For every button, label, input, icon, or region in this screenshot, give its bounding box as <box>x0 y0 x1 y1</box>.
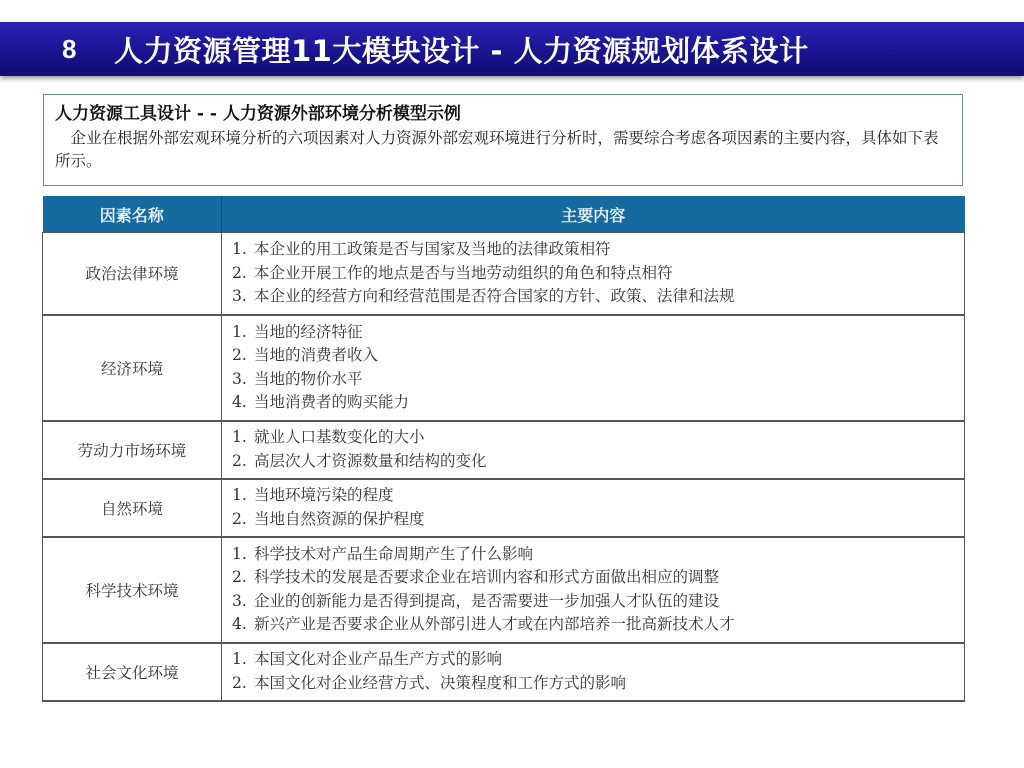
description-box <box>43 94 963 186</box>
table-row <box>43 421 965 479</box>
factor-content-cell <box>222 315 965 421</box>
item-number: 1. <box>232 322 247 341</box>
item-number: 2. <box>232 346 247 364</box>
item-text: 本企业的经营方向和经营范围是否符合国家的方针、政策、法律和法规 <box>254 287 735 305</box>
list-item <box>232 672 964 696</box>
list-item <box>232 426 964 450</box>
list-item <box>232 391 964 415</box>
factor-name-cell: 科学技术环境 <box>43 537 222 643</box>
item-text: 当地自然资源的保护程度 <box>254 509 425 528</box>
item-number: 4. <box>232 393 247 411</box>
item-number: 4. <box>232 615 247 633</box>
item-number: 3. <box>232 591 247 610</box>
item-text: 科学技术的发展是否要求企业在培训内容和形式方面做出相应的调整 <box>254 568 720 586</box>
list-item <box>232 613 964 637</box>
table-row <box>43 479 965 537</box>
item-text: 新兴产业是否要求企业从外部引进人才或在内部培养一批高新技术人才 <box>254 615 735 633</box>
item-text: 本国文化对企业经营方式、决策程度和工作方式的影响 <box>254 673 627 692</box>
list-item <box>232 285 964 309</box>
factor-table <box>42 196 965 702</box>
factor-name-cell: 自然环境 <box>43 479 222 537</box>
list-item <box>232 484 964 508</box>
item-text: 企业的创新能力是否得到提高，是否需要进一步加强人才队伍的建设 <box>254 591 720 610</box>
item-text: 本企业开展工作的地点是否与当地劳动组织的角色和特点相符 <box>254 263 673 282</box>
list-item <box>232 508 964 532</box>
item-text: 科学技术对产品生命周期产生了什么影响 <box>254 544 534 563</box>
item-text: 当地的消费者收入 <box>254 346 379 364</box>
table-row <box>43 315 965 421</box>
item-number: 1. <box>232 428 247 446</box>
column-header-main-content: 主要内容 <box>222 196 965 233</box>
item-text: 当地的物价水平 <box>254 369 363 388</box>
list-item <box>232 543 964 567</box>
list-item <box>232 590 964 614</box>
list-item <box>232 566 964 590</box>
item-number: 2. <box>232 568 247 586</box>
item-text: 当地的经济特征 <box>254 322 363 341</box>
item-text: 本国文化对企业产品生产方式的影响 <box>254 650 503 668</box>
item-number: 3. <box>232 287 247 305</box>
description-body: 企业在根据外部宏观环境分析的六项因素对人力资源外部宏观环境进行分析时，需要综合考虑各项因素的主要内容，具体如下表所示。 <box>55 129 939 170</box>
factor-content-cell <box>222 537 965 643</box>
item-text: 就业人口基数变化的大小 <box>254 428 425 446</box>
description-title: 人力资源工具设计 - - 人力资源外部环境分析模型示例 <box>55 104 461 124</box>
factor-name-cell: 劳动力市场环境 <box>43 421 222 479</box>
item-text: 当地环境污染的程度 <box>254 486 394 504</box>
factor-content-cell <box>222 479 965 537</box>
item-number: 1. <box>232 240 247 258</box>
table-row <box>43 537 965 643</box>
item-number: 1. <box>232 650 247 668</box>
factor-name-cell: 经济环境 <box>43 315 222 421</box>
factor-name-cell: 政治法律环境 <box>43 233 222 315</box>
item-number: 3. <box>232 369 247 388</box>
factor-content-cell <box>222 643 965 701</box>
factor-content-cell <box>222 233 965 315</box>
section-number: 8 <box>62 33 77 64</box>
table-row <box>43 643 965 701</box>
list-item <box>232 238 964 262</box>
item-number: 2. <box>232 451 247 470</box>
table-header-row <box>43 196 965 233</box>
column-header-factor-name: 因素名称 <box>43 196 222 233</box>
factor-name-cell: 社会文化环境 <box>43 643 222 701</box>
title-bar <box>0 22 1024 76</box>
list-item <box>232 262 964 286</box>
item-text: 本企业的用工政策是否与国家及当地的法律政策相符 <box>254 240 611 258</box>
item-number: 1. <box>232 544 247 563</box>
item-number: 1. <box>232 486 247 504</box>
factor-content-cell <box>222 421 965 479</box>
list-item <box>232 648 964 672</box>
item-number: 2. <box>232 509 247 528</box>
item-number: 2. <box>232 263 247 282</box>
list-item <box>232 368 964 392</box>
item-text: 当地消费者的购买能力 <box>254 393 410 411</box>
list-item <box>232 344 964 368</box>
item-text: 高层次人才资源数量和结构的变化 <box>254 451 487 470</box>
list-item <box>232 321 964 345</box>
item-number: 2. <box>232 673 247 692</box>
table-row <box>43 233 965 315</box>
list-item <box>232 450 964 474</box>
page-title: 人力资源管理11大模块设计 - 人力资源规划体系设计 <box>114 33 809 68</box>
